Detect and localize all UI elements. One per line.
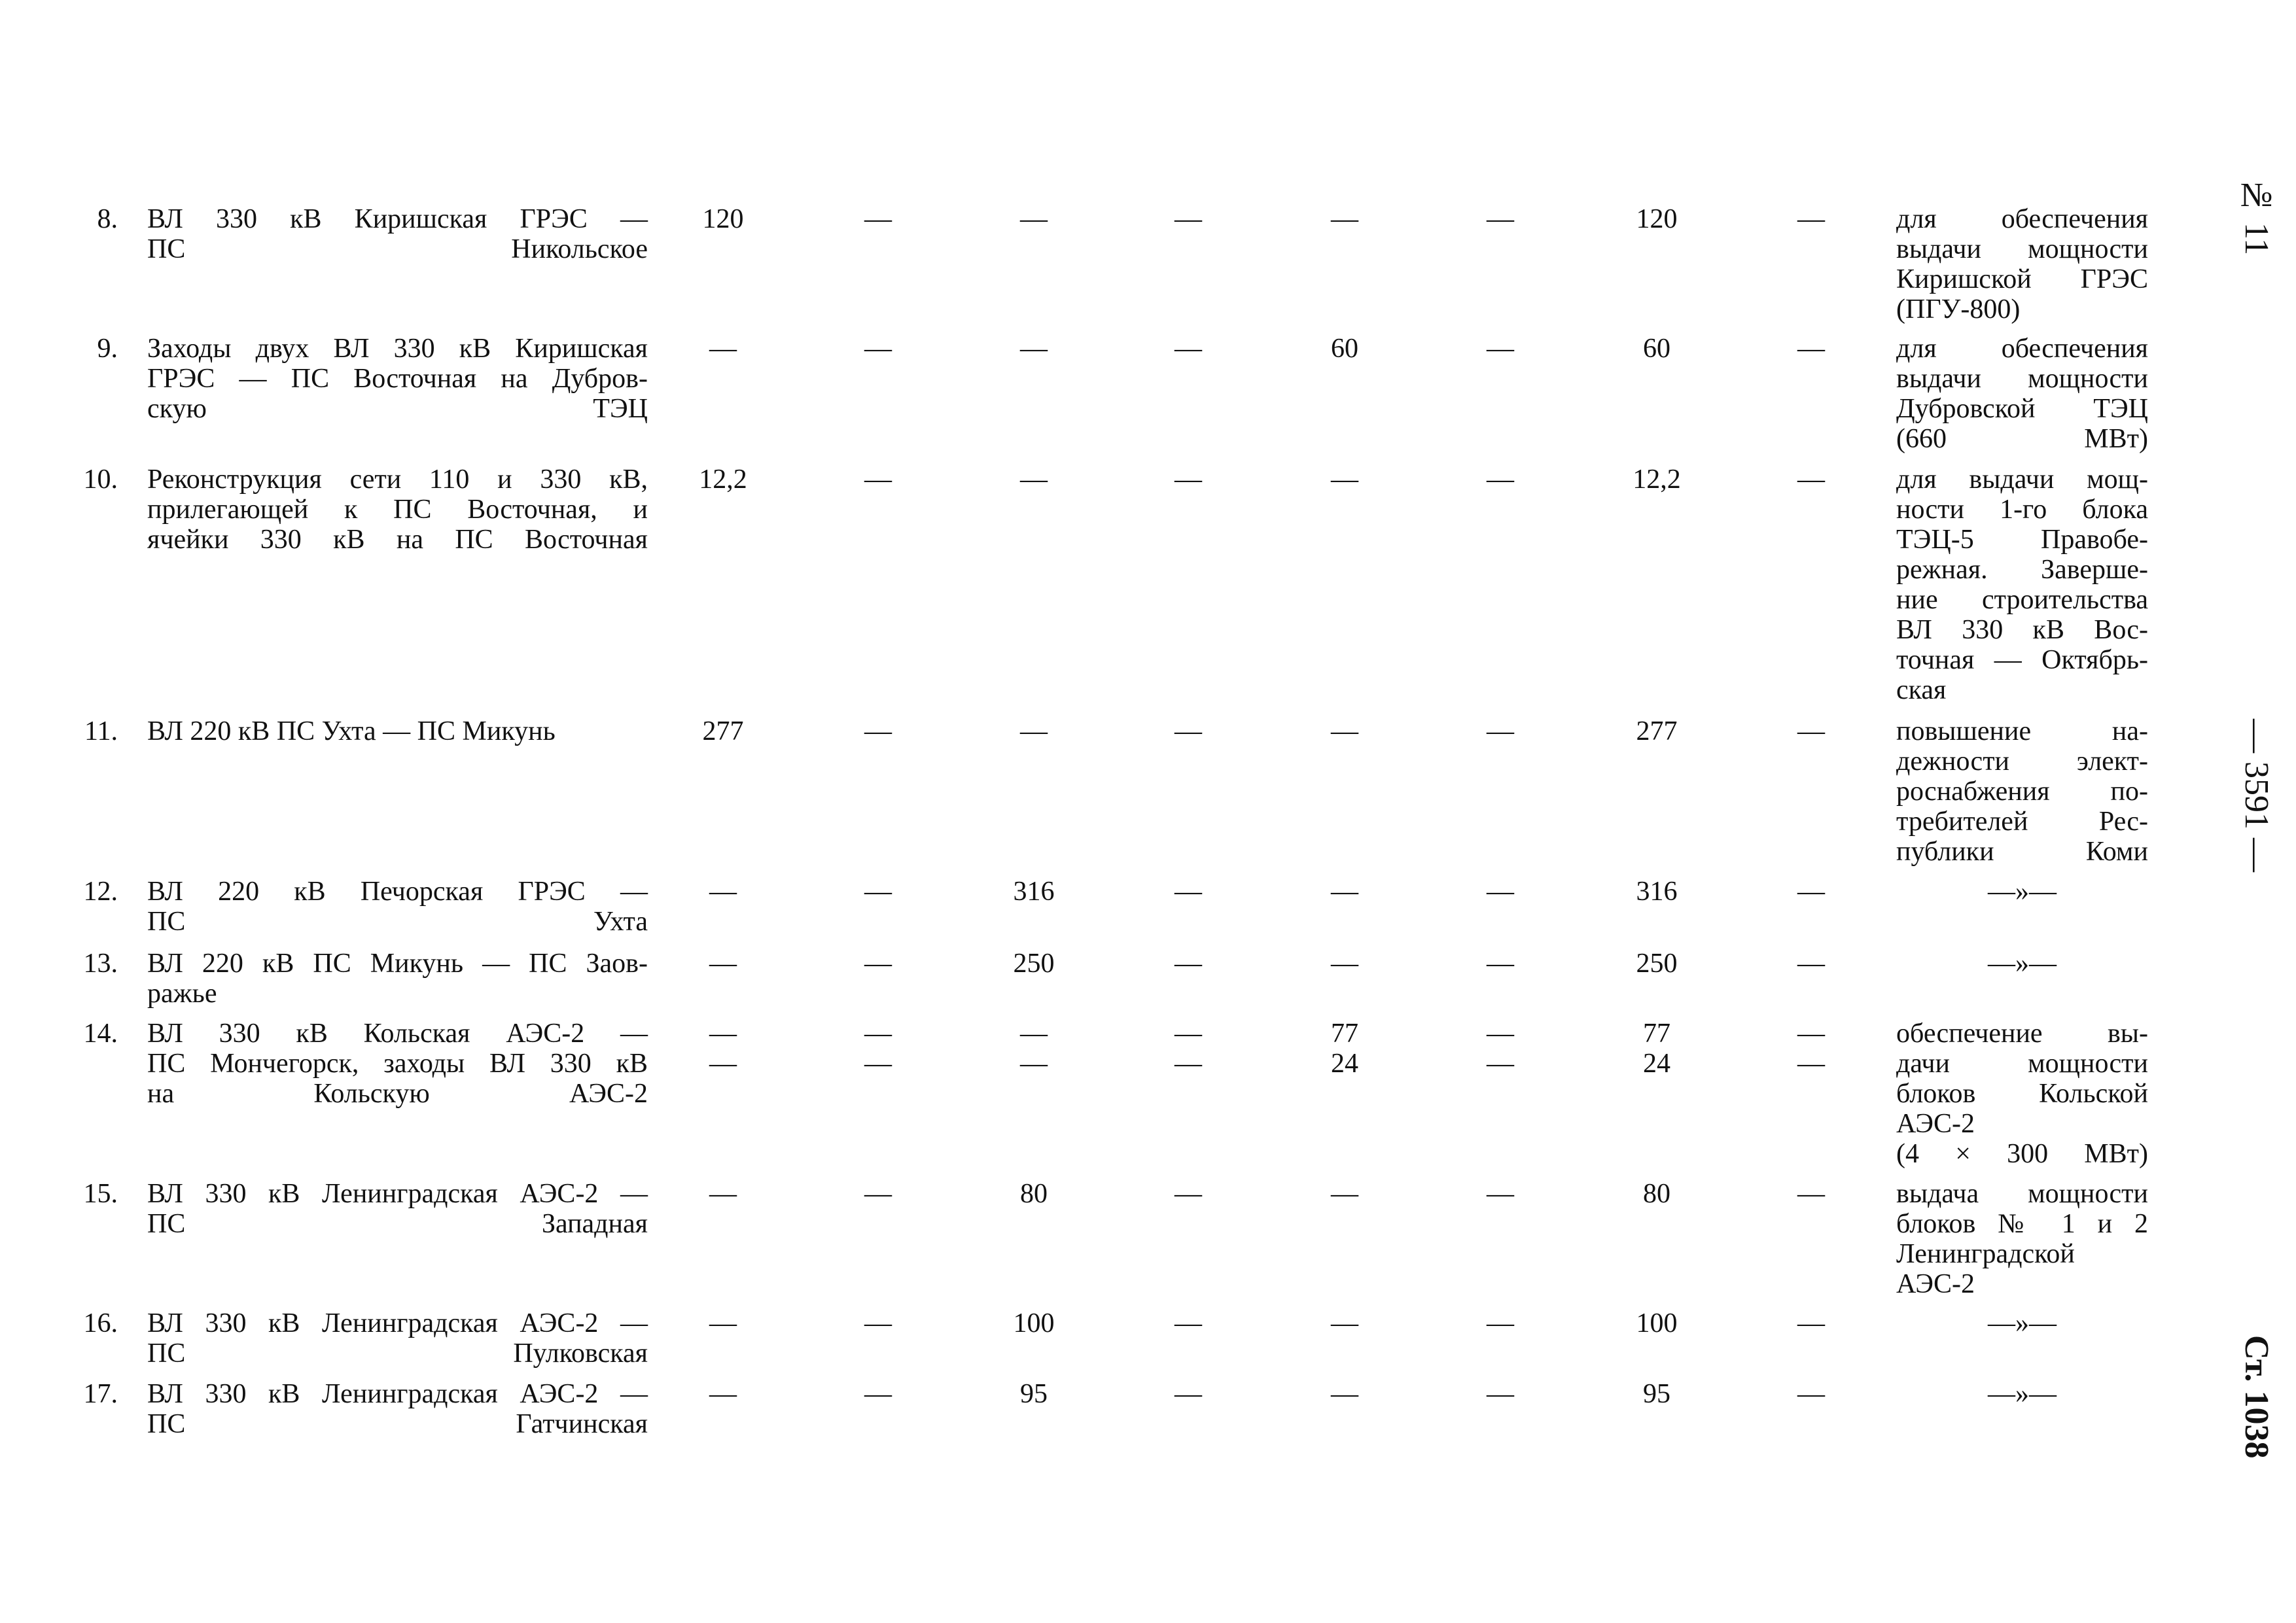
value: — [1487, 1179, 1514, 1209]
value: — [1487, 1379, 1514, 1409]
value: — [1487, 1019, 1514, 1049]
value: 24 [1331, 1049, 1358, 1079]
value: — [1487, 877, 1514, 907]
purpose-note [1896, 1179, 2148, 1299]
purpose-note-line: выдача мощности [1896, 1179, 2148, 1209]
value: 277 [702, 716, 744, 746]
value: — [1020, 334, 1048, 364]
purpose-note-line: —»— [1988, 877, 2057, 907]
purpose-note [1896, 1019, 2148, 1169]
value-cell [968, 1019, 1099, 1079]
value: — [1487, 716, 1514, 746]
value-cell [1435, 204, 1566, 234]
value-cell [813, 334, 944, 364]
value-cell [1123, 877, 1254, 907]
value: — [1020, 1019, 1048, 1049]
value-cell [1123, 1019, 1254, 1079]
value-cell [1591, 1379, 1722, 1409]
purpose-note-line: —»— [1988, 1379, 2057, 1409]
value: 60 [1331, 334, 1358, 364]
object-name-line: ПС Гатчинская [147, 1409, 648, 1439]
object-name-line: прилегающей к ПС Восточная, и [147, 495, 648, 525]
purpose-note-line: АЭС-2 [1896, 1109, 1975, 1139]
purpose-note-line: обеспечение вы- [1896, 1019, 2148, 1049]
value: 250 [1636, 949, 1678, 979]
value: — [1797, 877, 1825, 907]
value: — [1174, 1308, 1202, 1338]
value-cell [1435, 877, 1566, 907]
value: — [1797, 1379, 1825, 1409]
value: — [1174, 464, 1202, 495]
purpose-note-line: ности 1-го блока [1896, 495, 2148, 525]
value-cell [658, 716, 788, 746]
value: 12,2 [699, 464, 747, 495]
value: — [864, 204, 892, 234]
value-cell [1123, 204, 1254, 234]
purpose-note [1896, 949, 2148, 979]
object-name-line: на Кольскую АЭС-2 [147, 1079, 648, 1109]
purpose-note-line: (660 МВт) [1896, 424, 2148, 454]
value: — [1174, 949, 1202, 979]
purpose-note-line: для обеспечения [1896, 204, 2148, 234]
object-name-line: Заходы двух ВЛ 330 кВ Киришская [147, 334, 648, 364]
value-cell [1123, 1308, 1254, 1338]
object-name [147, 716, 648, 746]
row-number: 17. [83, 1379, 118, 1409]
object-name-line: скую ТЭЦ [147, 394, 648, 424]
value-cell [1435, 1308, 1566, 1338]
row-number: 11. [84, 716, 118, 746]
purpose-note-line: Дубровской ТЭЦ [1896, 394, 2148, 424]
value: 95 [1643, 1379, 1670, 1409]
purpose-note-line: повышение на- [1896, 716, 2148, 746]
value: — [709, 949, 737, 979]
value: — [1174, 1179, 1202, 1209]
value-cell [1746, 716, 1877, 746]
value-cell [658, 204, 788, 234]
issue-number: № 11 [2238, 177, 2275, 256]
value: 250 [1013, 949, 1055, 979]
value: — [1487, 949, 1514, 979]
value-cell [968, 1179, 1099, 1209]
object-name-line: ВЛ 330 кВ Ленинградская АЭС-2 — [147, 1379, 648, 1409]
object-name [147, 1019, 648, 1109]
row-number: 14. [83, 1019, 118, 1049]
value-cell [1435, 949, 1566, 979]
value: 120 [702, 204, 744, 234]
value-cell [1279, 716, 1410, 746]
value-cell [1746, 877, 1877, 907]
value: — [1174, 334, 1202, 364]
purpose-note-line: Ленинградской [1896, 1239, 2075, 1269]
value-cell [1279, 464, 1410, 495]
value-cell [658, 1019, 788, 1079]
value: — [1797, 1308, 1825, 1338]
value-cell [1435, 1019, 1566, 1079]
value-cell [968, 1308, 1099, 1338]
value-cell [1123, 716, 1254, 746]
purpose-note-line: дачи мощности [1896, 1049, 2148, 1079]
purpose-note-line: точная — Октябрь- [1896, 645, 2148, 675]
value: — [1797, 716, 1825, 746]
value: 24 [1643, 1049, 1670, 1079]
value-cell [813, 1379, 944, 1409]
purpose-note-line: дежности элект- [1896, 746, 2148, 777]
value-cell [1591, 464, 1722, 495]
value: — [1797, 1019, 1825, 1049]
value: — [1020, 464, 1048, 495]
purpose-note-line: для обеспечения [1896, 334, 2148, 364]
object-name-line: ражье [147, 979, 217, 1009]
value-cell [1591, 204, 1722, 234]
value-cell [658, 877, 788, 907]
value-cell [813, 1019, 944, 1079]
value: 316 [1013, 877, 1055, 907]
value: — [1797, 949, 1825, 979]
value-cell [1591, 334, 1722, 364]
purpose-note-line: выдачи мощности [1896, 234, 2148, 264]
object-name-line: ВЛ 220 кВ ПС Ухта — ПС Микунь [147, 716, 556, 746]
value: — [1797, 204, 1825, 234]
value-cell [1591, 1019, 1722, 1079]
value-cell [1591, 949, 1722, 979]
purpose-note [1896, 1308, 2148, 1338]
value-cell [1591, 877, 1722, 907]
value: — [709, 1308, 737, 1338]
object-name-line: ВЛ 220 кВ Печорская ГРЭС — [147, 877, 648, 907]
purpose-note-line: (ПГУ-800) [1896, 294, 2021, 324]
object-name-line: ПС Никольское [147, 234, 648, 264]
value-cell [968, 949, 1099, 979]
value: — [864, 1049, 892, 1079]
value: — [709, 334, 737, 364]
object-name [147, 877, 648, 937]
value: — [1487, 1308, 1514, 1338]
object-name-line: ПС Мончегорск, заходы ВЛ 330 кВ [147, 1049, 648, 1079]
value-cell [658, 334, 788, 364]
purpose-note [1896, 877, 2148, 907]
value-cell [968, 877, 1099, 907]
value-cell [658, 949, 788, 979]
value-cell [1591, 716, 1722, 746]
value: — [1331, 1308, 1358, 1338]
purpose-note-line: —»— [1988, 949, 2057, 979]
purpose-note-line: блоков № 1 и 2 [1896, 1209, 2148, 1239]
value-cell [1435, 1179, 1566, 1209]
value: — [1174, 877, 1202, 907]
value-cell [1123, 464, 1254, 495]
value: 80 [1020, 1179, 1048, 1209]
value: — [1797, 1179, 1825, 1209]
value-cell [1746, 334, 1877, 364]
object-name [147, 334, 648, 424]
value: — [864, 464, 892, 495]
purpose-note-line: Киришской ГРЭС [1896, 264, 2148, 294]
value-cell [1123, 949, 1254, 979]
value-cell [1123, 1379, 1254, 1409]
value-cell [813, 716, 944, 746]
value: 120 [1636, 204, 1678, 234]
value: — [864, 1019, 892, 1049]
value-cell [1279, 1308, 1410, 1338]
value: — [1797, 334, 1825, 364]
purpose-note [1896, 716, 2148, 867]
value: 100 [1636, 1308, 1678, 1338]
value: — [1020, 204, 1048, 234]
value-cell [1279, 877, 1410, 907]
purpose-note-line: ская [1896, 675, 1947, 705]
value-cell [1279, 1179, 1410, 1209]
value: — [1331, 716, 1358, 746]
value: — [1331, 1379, 1358, 1409]
object-name-line: ячейки 330 кВ на ПС Восточная [147, 525, 648, 555]
object-name-line: ПС Ухта [147, 907, 648, 937]
purpose-note-line: ТЭЦ-5 Правобе- [1896, 525, 2148, 555]
value: — [864, 877, 892, 907]
value: — [864, 949, 892, 979]
object-name-line: ПС Западная [147, 1209, 648, 1239]
object-name [147, 1179, 648, 1239]
object-name-line: ВЛ 330 кВ Кольская АЭС-2 — [147, 1019, 648, 1049]
value-cell [968, 716, 1099, 746]
value-cell [813, 949, 944, 979]
value: — [1331, 1179, 1358, 1209]
purpose-note-line: для выдачи мощ- [1896, 464, 2148, 495]
value: 277 [1636, 716, 1678, 746]
purpose-note-line: требителей Рес- [1896, 807, 2148, 837]
object-name [147, 464, 648, 555]
purpose-note-line: ВЛ 330 кВ Вос- [1896, 615, 2148, 645]
value: — [1174, 1379, 1202, 1409]
value: — [709, 1179, 737, 1209]
purpose-note-line: выдачи мощности [1896, 364, 2148, 394]
value-cell [1746, 1379, 1877, 1409]
value-cell [658, 1379, 788, 1409]
value-cell [1123, 334, 1254, 364]
purpose-note [1896, 204, 2148, 324]
value-cell [1435, 716, 1566, 746]
value: — [1331, 949, 1358, 979]
object-name-line: ВЛ 330 кВ Ленинградская АЭС-2 — [147, 1179, 648, 1209]
value: — [1020, 1049, 1048, 1079]
value-cell [968, 464, 1099, 495]
object-name [147, 204, 648, 264]
value: — [1797, 1049, 1825, 1079]
value-cell [1746, 1308, 1877, 1338]
value-cell [1123, 1179, 1254, 1209]
object-name [147, 1308, 648, 1369]
purpose-note-line: блоков Кольской [1896, 1079, 2148, 1109]
value-cell [968, 334, 1099, 364]
value: — [1331, 204, 1358, 234]
object-name-line: ВЛ 330 кВ Киришская ГРЭС — [147, 204, 648, 234]
value-cell [1279, 1019, 1410, 1079]
value: — [1797, 464, 1825, 495]
purpose-note [1896, 464, 2148, 705]
purpose-note-line: АЭС-2 [1896, 1269, 1975, 1299]
value-cell [813, 204, 944, 234]
purpose-note-line: режная. Заверше- [1896, 555, 2148, 585]
object-name-line: ВЛ 220 кВ ПС Микунь — ПС Заов- [147, 949, 648, 979]
value-cell [658, 1308, 788, 1338]
side-header [2220, 177, 2292, 1459]
value: — [1174, 204, 1202, 234]
value-cell [968, 1379, 1099, 1409]
value: — [709, 1019, 737, 1049]
value: — [864, 334, 892, 364]
object-name-line: ПС Пулковская [147, 1338, 648, 1369]
value: 95 [1020, 1379, 1048, 1409]
value: — [1487, 1049, 1514, 1079]
value-cell [1435, 464, 1566, 495]
value: 77 [1643, 1019, 1670, 1049]
value-cell [1435, 1379, 1566, 1409]
row-number: 9. [97, 334, 118, 364]
value: — [1174, 1019, 1202, 1049]
value: — [1331, 877, 1358, 907]
value-cell [1279, 949, 1410, 979]
value-cell [1279, 1379, 1410, 1409]
value: — [1174, 716, 1202, 746]
purpose-note-line: публики Коми [1896, 837, 2148, 867]
value-cell [1591, 1179, 1722, 1209]
purpose-note-line: роснабжения по- [1896, 777, 2148, 807]
value: — [864, 1179, 892, 1209]
value: — [864, 1379, 892, 1409]
value: — [1174, 1049, 1202, 1079]
value-cell [658, 464, 788, 495]
purpose-note-line: ние строительства [1896, 585, 2148, 615]
value: 80 [1643, 1179, 1670, 1209]
value-cell [1279, 204, 1410, 234]
value-cell [1746, 1179, 1877, 1209]
value-cell [658, 1179, 788, 1209]
value-cell [1746, 949, 1877, 979]
value: 12,2 [1633, 464, 1681, 495]
value: — [864, 716, 892, 746]
row-number: 15. [83, 1179, 118, 1209]
row-number: 8. [97, 204, 118, 234]
object-name-line: Реконструкция сети 110 и 330 кВ, [147, 464, 648, 495]
value: — [1487, 204, 1514, 234]
row-number: 13. [83, 949, 118, 979]
value: 316 [1636, 877, 1678, 907]
row-number: 12. [83, 877, 118, 907]
page-number: — 3591 — [2238, 718, 2275, 872]
value: 100 [1013, 1308, 1055, 1338]
row-number: 16. [83, 1308, 118, 1338]
value: — [1487, 334, 1514, 364]
purpose-note [1896, 334, 2148, 454]
article-number: Ст. 1038 [2238, 1335, 2275, 1459]
value-cell [813, 1308, 944, 1338]
value-cell [1435, 334, 1566, 364]
value-cell [813, 877, 944, 907]
value: — [1331, 464, 1358, 495]
value: 77 [1331, 1019, 1358, 1049]
value-cell [1746, 1019, 1877, 1079]
value: — [864, 1308, 892, 1338]
purpose-note-line: —»— [1988, 1308, 2057, 1338]
value-cell [813, 464, 944, 495]
object-name-line: ГРЭС — ПС Восточная на Дубров- [147, 364, 648, 394]
object-name [147, 1379, 648, 1439]
object-name-line: ВЛ 330 кВ Ленинградская АЭС-2 — [147, 1308, 648, 1338]
value-cell [1279, 334, 1410, 364]
object-name [147, 949, 648, 1009]
row-number: 10. [83, 464, 118, 495]
value: — [1487, 464, 1514, 495]
value-cell [813, 1179, 944, 1209]
purpose-note-line: (4 × 300 МВт) [1896, 1139, 2148, 1169]
value: — [1020, 716, 1048, 746]
value-cell [1746, 204, 1877, 234]
value-cell [1591, 1308, 1722, 1338]
value: 60 [1643, 334, 1670, 364]
value-cell [1746, 464, 1877, 495]
purpose-note [1896, 1379, 2148, 1409]
value: — [709, 1379, 737, 1409]
value-cell [968, 204, 1099, 234]
value: — [709, 1049, 737, 1079]
value: — [709, 877, 737, 907]
